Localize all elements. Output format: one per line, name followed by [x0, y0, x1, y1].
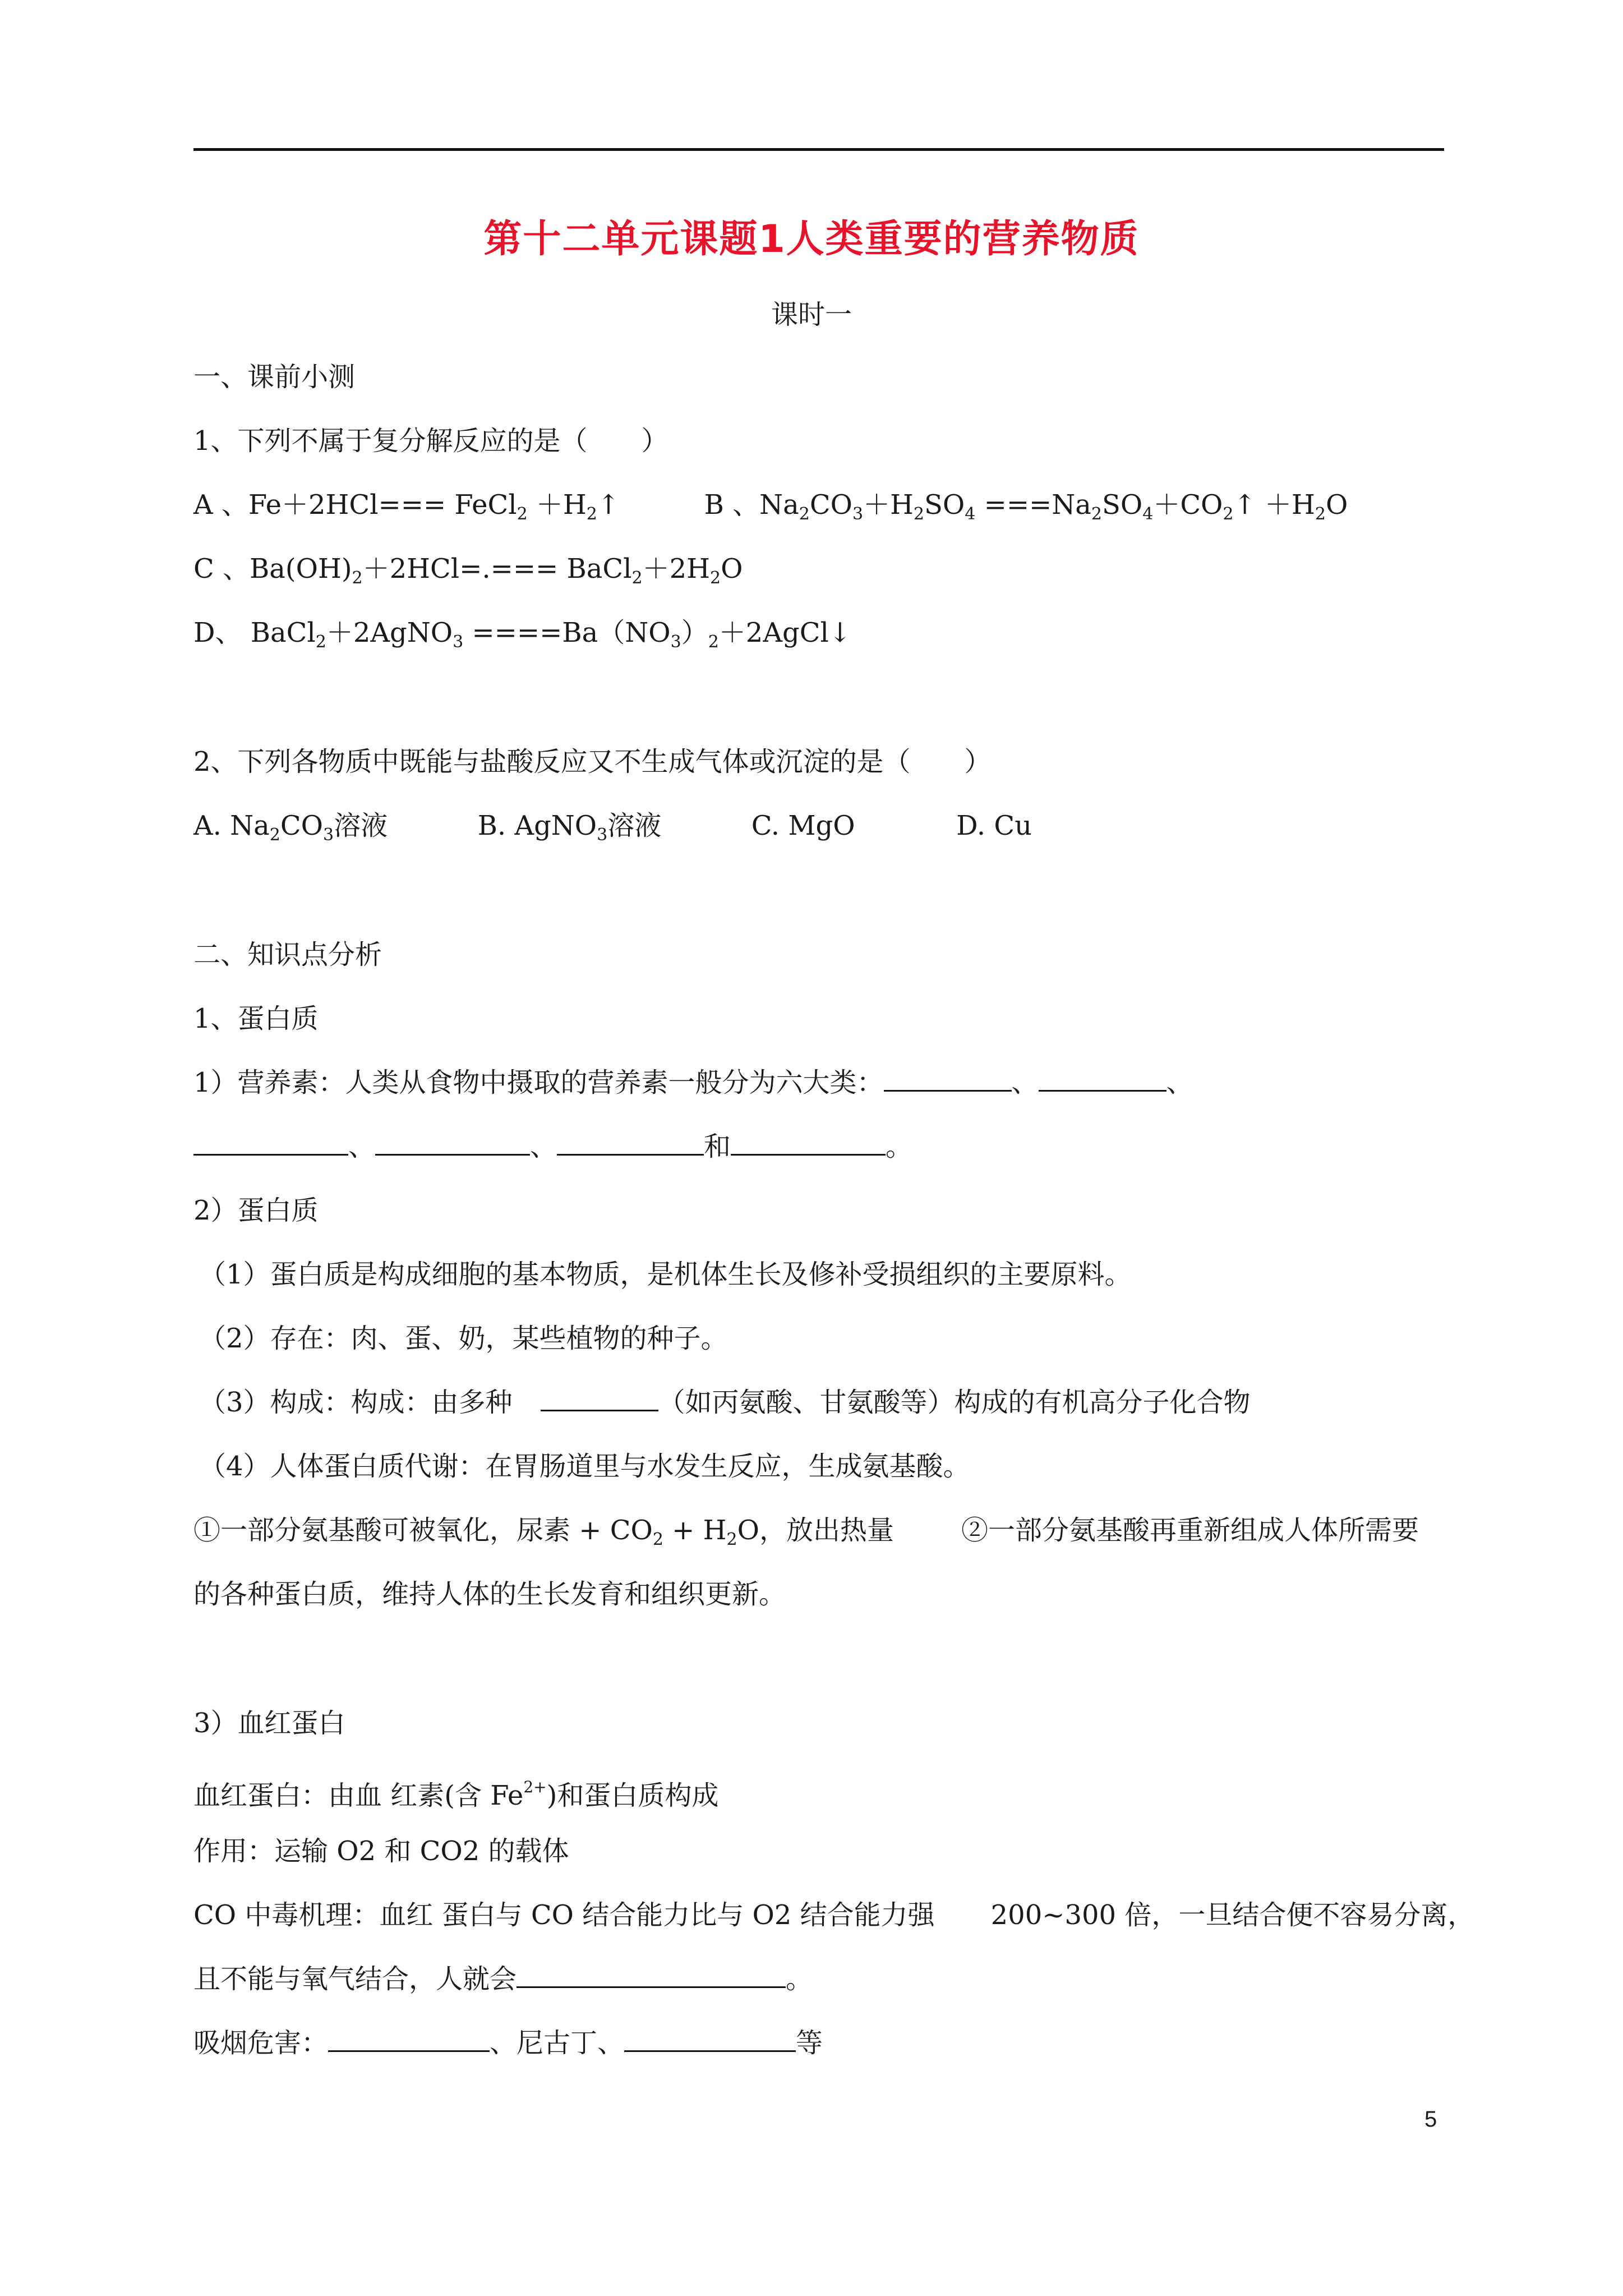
- fill-blank[interactable]: [1039, 1065, 1166, 1092]
- page-title: 第十二单元课题1人类重要的营养物质: [483, 217, 1140, 261]
- question-2-stem: 2、下列各物质中既能与盐酸反应又不生成气体或沉淀的是（ ）: [193, 746, 992, 777]
- subtopic-heading: 2）蛋白质: [193, 1195, 319, 1226]
- question-1-option-c: C 、$Ba(OH)_2+2HCl=.===$ $BaCl_2+2H_2O$: [193, 553, 743, 588]
- paragraph: （1）蛋白质是构成细胞的基本物质，是机体生长及修补受损组织的主要原料。: [199, 1259, 1132, 1290]
- header-rule: [193, 148, 1444, 151]
- fill-blank[interactable]: [541, 1385, 658, 1411]
- question-1-stem: 1、下列不属于复分解反应的是（ ）: [193, 425, 668, 457]
- question-1-option-d: D、 BaCl$_2$＋2AgNO$_3$ $====Ba(NO_3)_2+2AgCl↓$: [193, 617, 852, 652]
- fill-blank[interactable]: [193, 1129, 348, 1156]
- paragraph: 且不能与氧气结合，人就会 。: [193, 1961, 813, 1997]
- topic-heading: 1、蛋白质: [193, 1003, 319, 1034]
- fill-blank[interactable]: [731, 1129, 886, 1156]
- paragraph: （2）存在：肉、蛋、奶，某些植物的种子。: [199, 1323, 728, 1354]
- nutrients-paragraph: 1）营养素：人类从食物中摄取的营养素一般分为六大类： 、 、: [193, 1065, 1193, 1101]
- page-subtitle: 课时一: [771, 299, 852, 330]
- fill-blank[interactable]: [328, 2026, 490, 2052]
- fill-blank[interactable]: [375, 1129, 530, 1156]
- section-heading: 二、知识点分析: [193, 939, 382, 970]
- paragraph: 的各种蛋白质，维持人体的生长发育和组织更新。: [193, 1579, 786, 1610]
- paragraph: ①一部分氨基酸可被氧化，尿素 + $CO_2 + H_2O$，放出热量 ②一部分氨基酸再重新组成人体所需要: [193, 1515, 1419, 1549]
- nutrients-blanks: 、 、 和 。: [193, 1129, 912, 1165]
- paragraph: CO 中毒机理：血红 蛋白与 CO 结合能力比与 O2 结合能力强 200~300 倍，一旦结合便不容易分离，: [193, 1899, 1475, 1931]
- fill-blank[interactable]: [884, 1065, 1012, 1092]
- question-1-options-ab: A 、Fe＋2HCl=== FeCl$_2$ $+H_2↑$ B 、$Na_2CO_3+H_2SO_4$ $===Na_2SO_4+CO_2↑ +H_2O$: [193, 489, 1348, 524]
- subtopic-heading: 3）血红蛋白: [193, 1708, 345, 1739]
- question-2-options: A. $Na_2CO_3$溶液 B. AgNO$_3$溶液 C. MgO D. Cu: [193, 810, 1032, 845]
- paragraph: 血红蛋白：由血 红素(含 $Fe^{2+}$)和蛋白质构成: [193, 1778, 719, 1811]
- paragraph: （4）人体蛋白质代谢：在胃肠道里与水发生反应，生成氨基酸。: [199, 1451, 970, 1482]
- fill-blank[interactable]: [517, 1962, 786, 1988]
- fill-blank[interactable]: [624, 2026, 796, 2052]
- fill-blank[interactable]: [557, 1129, 704, 1156]
- page-number: 5: [1424, 2107, 1437, 2132]
- paragraph: 作用：运输 O2 和 CO2 的载体: [193, 1835, 569, 1867]
- paragraph: 吸烟危害： 、尼古丁、 等: [193, 2025, 823, 2061]
- paragraph: （3）构成：构成：由多种 （如丙氨酸、甘氨酸等）构成的有机高分子化合物: [199, 1384, 1251, 1420]
- section-heading: 一、课前小测: [193, 361, 356, 393]
